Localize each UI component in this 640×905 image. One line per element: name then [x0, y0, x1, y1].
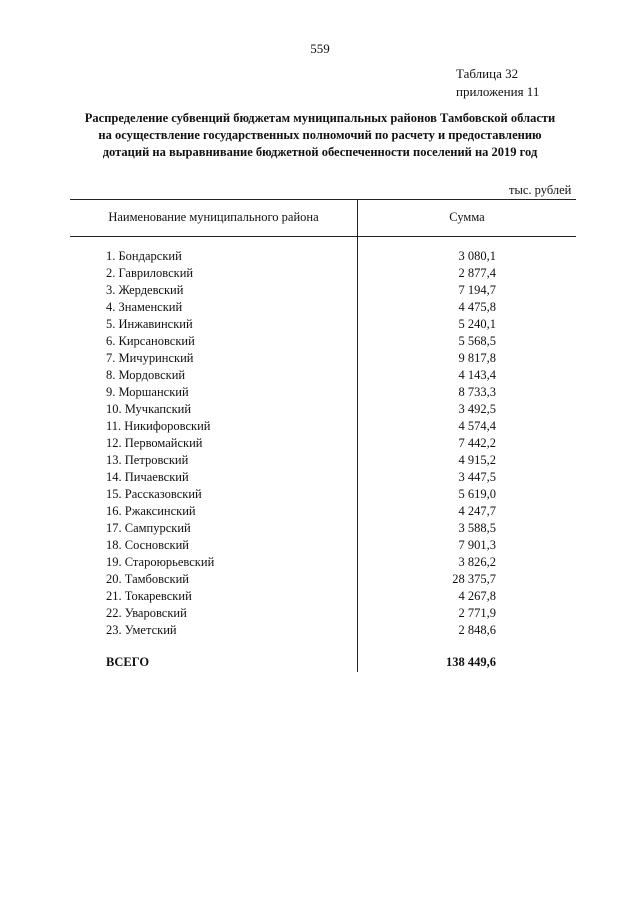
table-row — [0, 350, 640, 367]
district-name: 13. Петровский — [106, 453, 189, 467]
district-amount: 3 447,5 — [458, 470, 496, 484]
table-row — [0, 622, 640, 639]
district-name: 18. Сосновский — [106, 538, 189, 552]
total-label: ВСЕГО — [106, 655, 150, 669]
table-row — [0, 588, 640, 605]
district-name: 20. Тамбовский — [106, 572, 189, 586]
district-amount: 4 143,4 — [458, 368, 496, 382]
district-name: 16. Ржаксинский — [106, 504, 196, 518]
district-name: 10. Мучкапский — [106, 402, 192, 416]
district-amount: 9 817,8 — [458, 351, 496, 365]
district-amount: 3 826,2 — [458, 555, 496, 569]
district-amount: 8 733,3 — [458, 385, 496, 399]
district-amount: 4 574,4 — [458, 419, 496, 433]
table-row — [0, 486, 640, 503]
table-reference-number: Таблица 32 — [456, 66, 519, 81]
district-amount: 5 619,0 — [458, 487, 496, 501]
table-row — [0, 452, 640, 469]
appendix-reference: приложения 11 — [456, 84, 540, 99]
district-name: 9. Моршанский — [106, 385, 189, 399]
table-row — [0, 605, 640, 622]
district-name: 14. Пичаевский — [106, 470, 189, 484]
district-name: 15. Рассказовский — [106, 487, 202, 501]
district-name: 7. Мичуринский — [106, 351, 194, 365]
total-row — [0, 654, 640, 671]
district-name: 8. Мордовский — [106, 368, 186, 382]
table-row — [0, 571, 640, 588]
district-amount: 3 080,1 — [458, 249, 496, 263]
district-name: 22. Уваровский — [106, 606, 187, 620]
table-row — [0, 367, 640, 384]
column-header-sum: Сумма — [449, 210, 485, 224]
district-name: 4. Знаменский — [106, 300, 183, 314]
table-row — [0, 537, 640, 554]
total-value: 138 449,6 — [446, 655, 496, 669]
district-amount: 3 588,5 — [458, 521, 496, 535]
table-row — [0, 384, 640, 401]
district-name: 6. Кирсановский — [106, 334, 195, 348]
district-amount: 4 475,8 — [458, 300, 496, 314]
district-amount: 7 442,2 — [458, 436, 496, 450]
table-row — [0, 248, 640, 265]
table-header-border — [70, 236, 576, 237]
district-amount: 4 267,8 — [458, 589, 496, 603]
table-row — [0, 316, 640, 333]
page-number: 559 — [310, 41, 330, 56]
title-line: дотаций на выравнивание бюджетной обеспеченности поселений на 2019 год — [102, 145, 538, 159]
title-line: Распределение субвенций бюджетам муниципальных районов Тамбовской области — [84, 111, 556, 125]
district-name: 19. Староюрьевский — [106, 555, 215, 569]
table-body — [0, 248, 640, 639]
district-name: 1. Бондарский — [106, 249, 182, 263]
table-row — [0, 265, 640, 282]
district-name: 21. Токаревский — [106, 589, 192, 603]
district-amount: 4 915,2 — [458, 453, 496, 467]
district-amount: 7 901,3 — [458, 538, 496, 552]
column-header-name: Наименование муниципального района — [108, 210, 319, 224]
district-name: 11. Никифоровский — [106, 419, 211, 433]
district-name: 17. Сампурский — [106, 521, 191, 535]
table-row — [0, 520, 640, 537]
district-amount: 3 492,5 — [458, 402, 496, 416]
table-row — [0, 469, 640, 486]
district-amount: 5 240,1 — [458, 317, 496, 331]
table-row — [0, 299, 640, 316]
district-name: 12. Первомайский — [106, 436, 203, 450]
district-name: 23. Уметский — [106, 623, 177, 637]
district-amount: 4 247,7 — [458, 504, 496, 518]
units-label: тыс. рублей — [509, 183, 572, 197]
title-line: на осуществление государственных полномочий по расчету и предоставлению — [98, 128, 542, 142]
table-row — [0, 503, 640, 520]
district-amount: 5 568,5 — [458, 334, 496, 348]
table-row — [0, 418, 640, 435]
district-name: 5. Инжавинский — [106, 317, 193, 331]
district-name: 2. Гавриловский — [106, 266, 194, 280]
district-name: 3. Жердевский — [106, 283, 184, 297]
document-title — [60, 110, 580, 161]
table-row — [0, 554, 640, 571]
table-row — [0, 435, 640, 452]
district-amount: 2 877,4 — [458, 266, 496, 280]
district-amount: 2 848,6 — [458, 623, 496, 637]
table-row — [0, 401, 640, 418]
table-row — [0, 333, 640, 350]
district-amount: 28 375,7 — [452, 572, 496, 586]
district-amount: 2 771,9 — [458, 606, 496, 620]
table-top-border — [70, 199, 576, 200]
table-row — [0, 282, 640, 299]
district-amount: 7 194,7 — [458, 283, 496, 297]
